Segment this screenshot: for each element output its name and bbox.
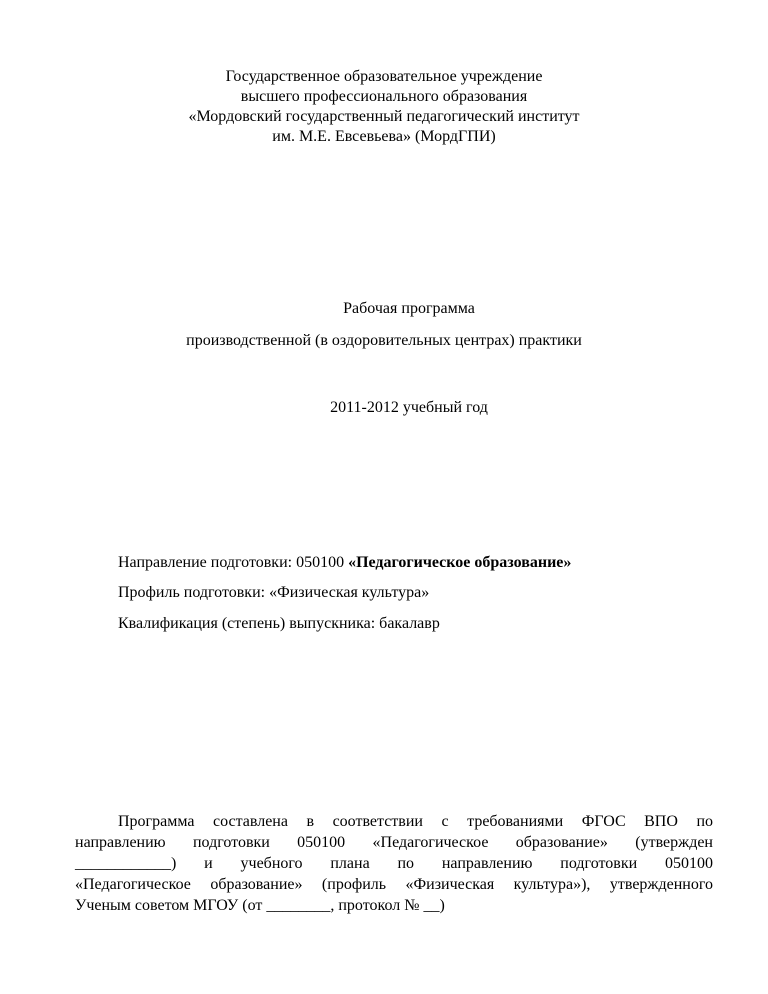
direction-value: «Педагогическое образование» <box>348 554 572 571</box>
header-line-4: им. М.Е. Евсевьева» (МордГПИ) <box>272 128 496 145</box>
header-line-2: высшего профессионального образования <box>240 88 528 105</box>
direction-line <box>118 553 571 573</box>
header-line-3: «Мордовский государственный педагогический институт <box>188 108 580 125</box>
qualification-line: Квалификация (степень) выпускника: бакалавр <box>118 615 440 632</box>
paragraph-line-1: Программа составлена в соответствии с требованиями ФГОС ВПО по <box>118 813 713 830</box>
paragraph-line-4: «Педагогическое образование» (профиль «Физическая культура»), утвержденного <box>75 876 713 893</box>
paragraph-line-5: Ученым советом МГОУ (от ________, протокол № __) <box>75 897 445 914</box>
header-line-1: Государственное образовательное учреждение <box>225 68 543 85</box>
academic-year: 2011-2012 учебный год <box>330 399 488 416</box>
institution-header <box>0 67 768 147</box>
paragraph-line-3: ____________) и учебного плана по направлению подготовки 050100 <box>75 855 713 872</box>
profile-line: Профиль подготовки: «Физическая культура» <box>118 584 430 601</box>
document-title: Рабочая программа <box>343 300 475 317</box>
document-subtitle: производственной (в оздоровительных центрах) практики <box>186 332 582 349</box>
direction-label: Направление подготовки: 050100 <box>118 554 349 571</box>
paragraph-line-2: направлению подготовки 050100 «Педагогическое образование» (утвержден <box>75 834 713 851</box>
program-paragraph <box>75 811 713 916</box>
